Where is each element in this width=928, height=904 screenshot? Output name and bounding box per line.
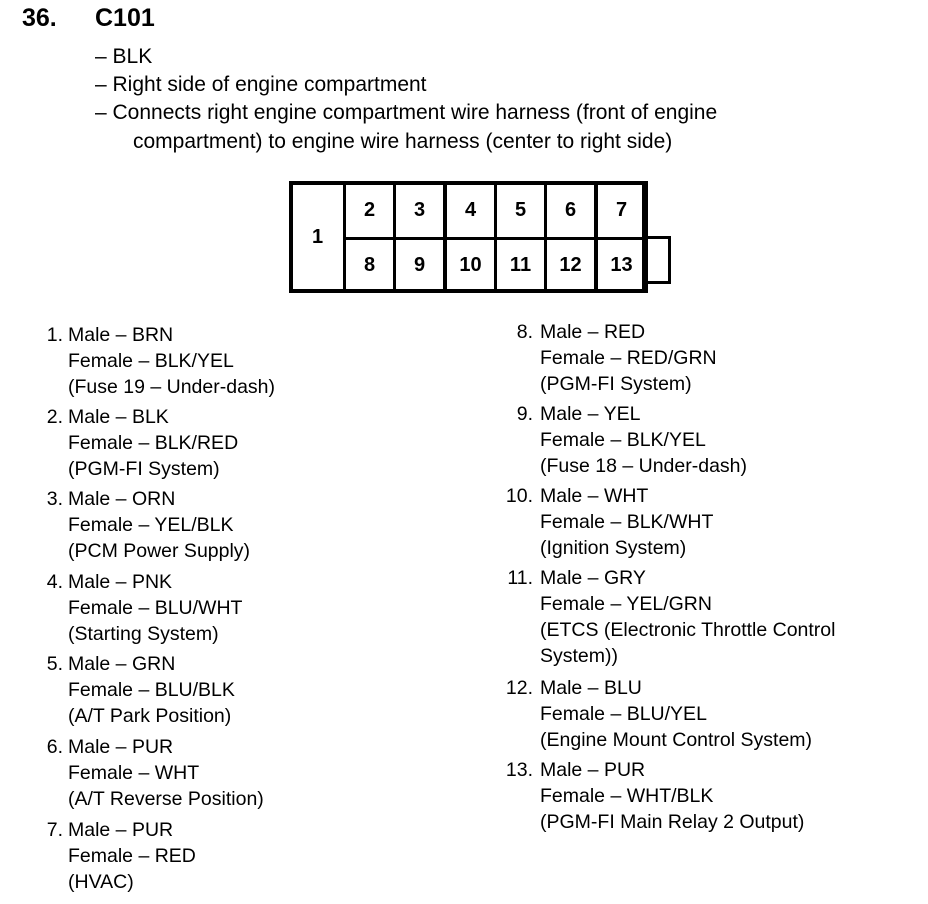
- pin-detail-line: System)): [540, 645, 618, 667]
- pin-detail-line: Male – RED: [540, 321, 646, 343]
- connector-pin-5: 5: [494, 181, 547, 240]
- pin-detail-line: Female – BLK/YEL: [540, 429, 706, 451]
- pin-detail-line: Female – WHT/BLK: [540, 785, 714, 807]
- pin-detail-line: (Engine Mount Control System): [540, 729, 813, 751]
- pin-detail-line: (PGM-FI System): [68, 458, 220, 480]
- pin-detail-line: (ETCS (Electronic Throttle Control: [540, 619, 836, 641]
- pin-detail-line: (HVAC): [68, 871, 134, 893]
- connector-pin-10: 10: [444, 237, 497, 293]
- pin-detail-line: Female – BLK/WHT: [540, 511, 714, 533]
- pin-detail-line: Female – YEL/GRN: [540, 593, 712, 615]
- pin-number: 7.: [46, 819, 63, 841]
- description-color: – BLK: [95, 45, 153, 68]
- description-location: – Right side of engine compartment: [95, 73, 427, 96]
- pin-detail-line: (Fuse 18 – Under-dash): [540, 455, 748, 477]
- pin-detail-line: (Ignition System): [540, 537, 687, 559]
- pin-number: 4.: [46, 571, 63, 593]
- pin-detail-line: Male – BRN: [68, 324, 174, 346]
- pin-detail-line: Female – BLU/WHT: [68, 597, 243, 619]
- pin-number: 12.: [505, 677, 533, 699]
- connector-pin-12: 12: [544, 237, 597, 293]
- pin-detail-line: Male – PNK: [68, 571, 173, 593]
- connector-pin-4: 4: [444, 181, 497, 240]
- pin-detail-line: Female – YEL/BLK: [68, 514, 234, 536]
- connector-lock-tab: [644, 236, 671, 284]
- pin-detail-line: Male – GRY: [540, 567, 646, 589]
- pin-detail-line: (A/T Park Position): [68, 705, 232, 727]
- connector-pin-1: 1: [289, 181, 346, 293]
- pin-detail-line: Female – BLU/YEL: [540, 703, 707, 725]
- pin-detail-line: Male – BLK: [68, 406, 169, 428]
- pin-detail-line: Female – BLU/BLK: [68, 679, 235, 701]
- pin-detail-line: Male – PUR: [68, 736, 174, 758]
- pin-number: 9.: [516, 403, 533, 425]
- pin-detail-line: (Fuse 19 – Under-dash): [68, 376, 276, 398]
- connector-pin-9: 9: [393, 237, 446, 293]
- section-number: 36.: [22, 4, 57, 32]
- pin-detail-line: Male – YEL: [540, 403, 641, 425]
- pin-detail-line: Male – PUR: [540, 759, 646, 781]
- description-connects-cont: compartment) to engine wire harness (center to right side): [133, 130, 673, 153]
- pin-detail-line: Male – PUR: [68, 819, 174, 841]
- connector-pin-11: 11: [494, 237, 547, 293]
- connector-title: C101: [95, 4, 155, 32]
- pin-number: 5.: [46, 653, 63, 675]
- pin-detail-line: Male – ORN: [68, 488, 176, 510]
- pin-number: 13.: [505, 759, 533, 781]
- pin-number: 3.: [46, 488, 63, 510]
- pin-number: 6.: [46, 736, 63, 758]
- pin-detail-line: (PGM-FI System): [540, 373, 692, 395]
- pin-detail-line: (PCM Power Supply): [68, 540, 251, 562]
- pin-detail-line: Male – BLU: [540, 677, 642, 699]
- connector-pin-13: 13: [595, 237, 648, 293]
- pin-detail-line: Male – GRN: [68, 653, 176, 675]
- pin-number: 11.: [507, 567, 533, 589]
- connector-pin-3: 3: [393, 181, 446, 240]
- pin-detail-line: Female – WHT: [68, 762, 200, 784]
- connector-pin-2: 2: [343, 181, 396, 240]
- pin-number: 2.: [46, 406, 63, 428]
- pin-detail-line: (A/T Reverse Position): [68, 788, 264, 810]
- pin-detail-line: Male – WHT: [540, 485, 649, 507]
- pin-detail-line: (PGM-FI Main Relay 2 Output): [540, 811, 805, 833]
- pin-number: 8.: [516, 321, 533, 343]
- description-connects: – Connects right engine compartment wire harness (front of engine: [95, 101, 718, 124]
- pin-number: 1.: [46, 324, 63, 346]
- connector-pin-7: 7: [595, 181, 648, 240]
- pin-detail-line: Female – BLK/RED: [68, 432, 239, 454]
- pin-detail-line: Female – BLK/YEL: [68, 350, 234, 372]
- pin-detail-line: Female – RED: [68, 845, 196, 867]
- pin-number: 10.: [505, 485, 533, 507]
- pin-detail-line: (Starting System): [68, 623, 219, 645]
- connector-pin-6: 6: [544, 181, 597, 240]
- pin-detail-line: Female – RED/GRN: [540, 347, 717, 369]
- connector-pin-8: 8: [343, 237, 396, 293]
